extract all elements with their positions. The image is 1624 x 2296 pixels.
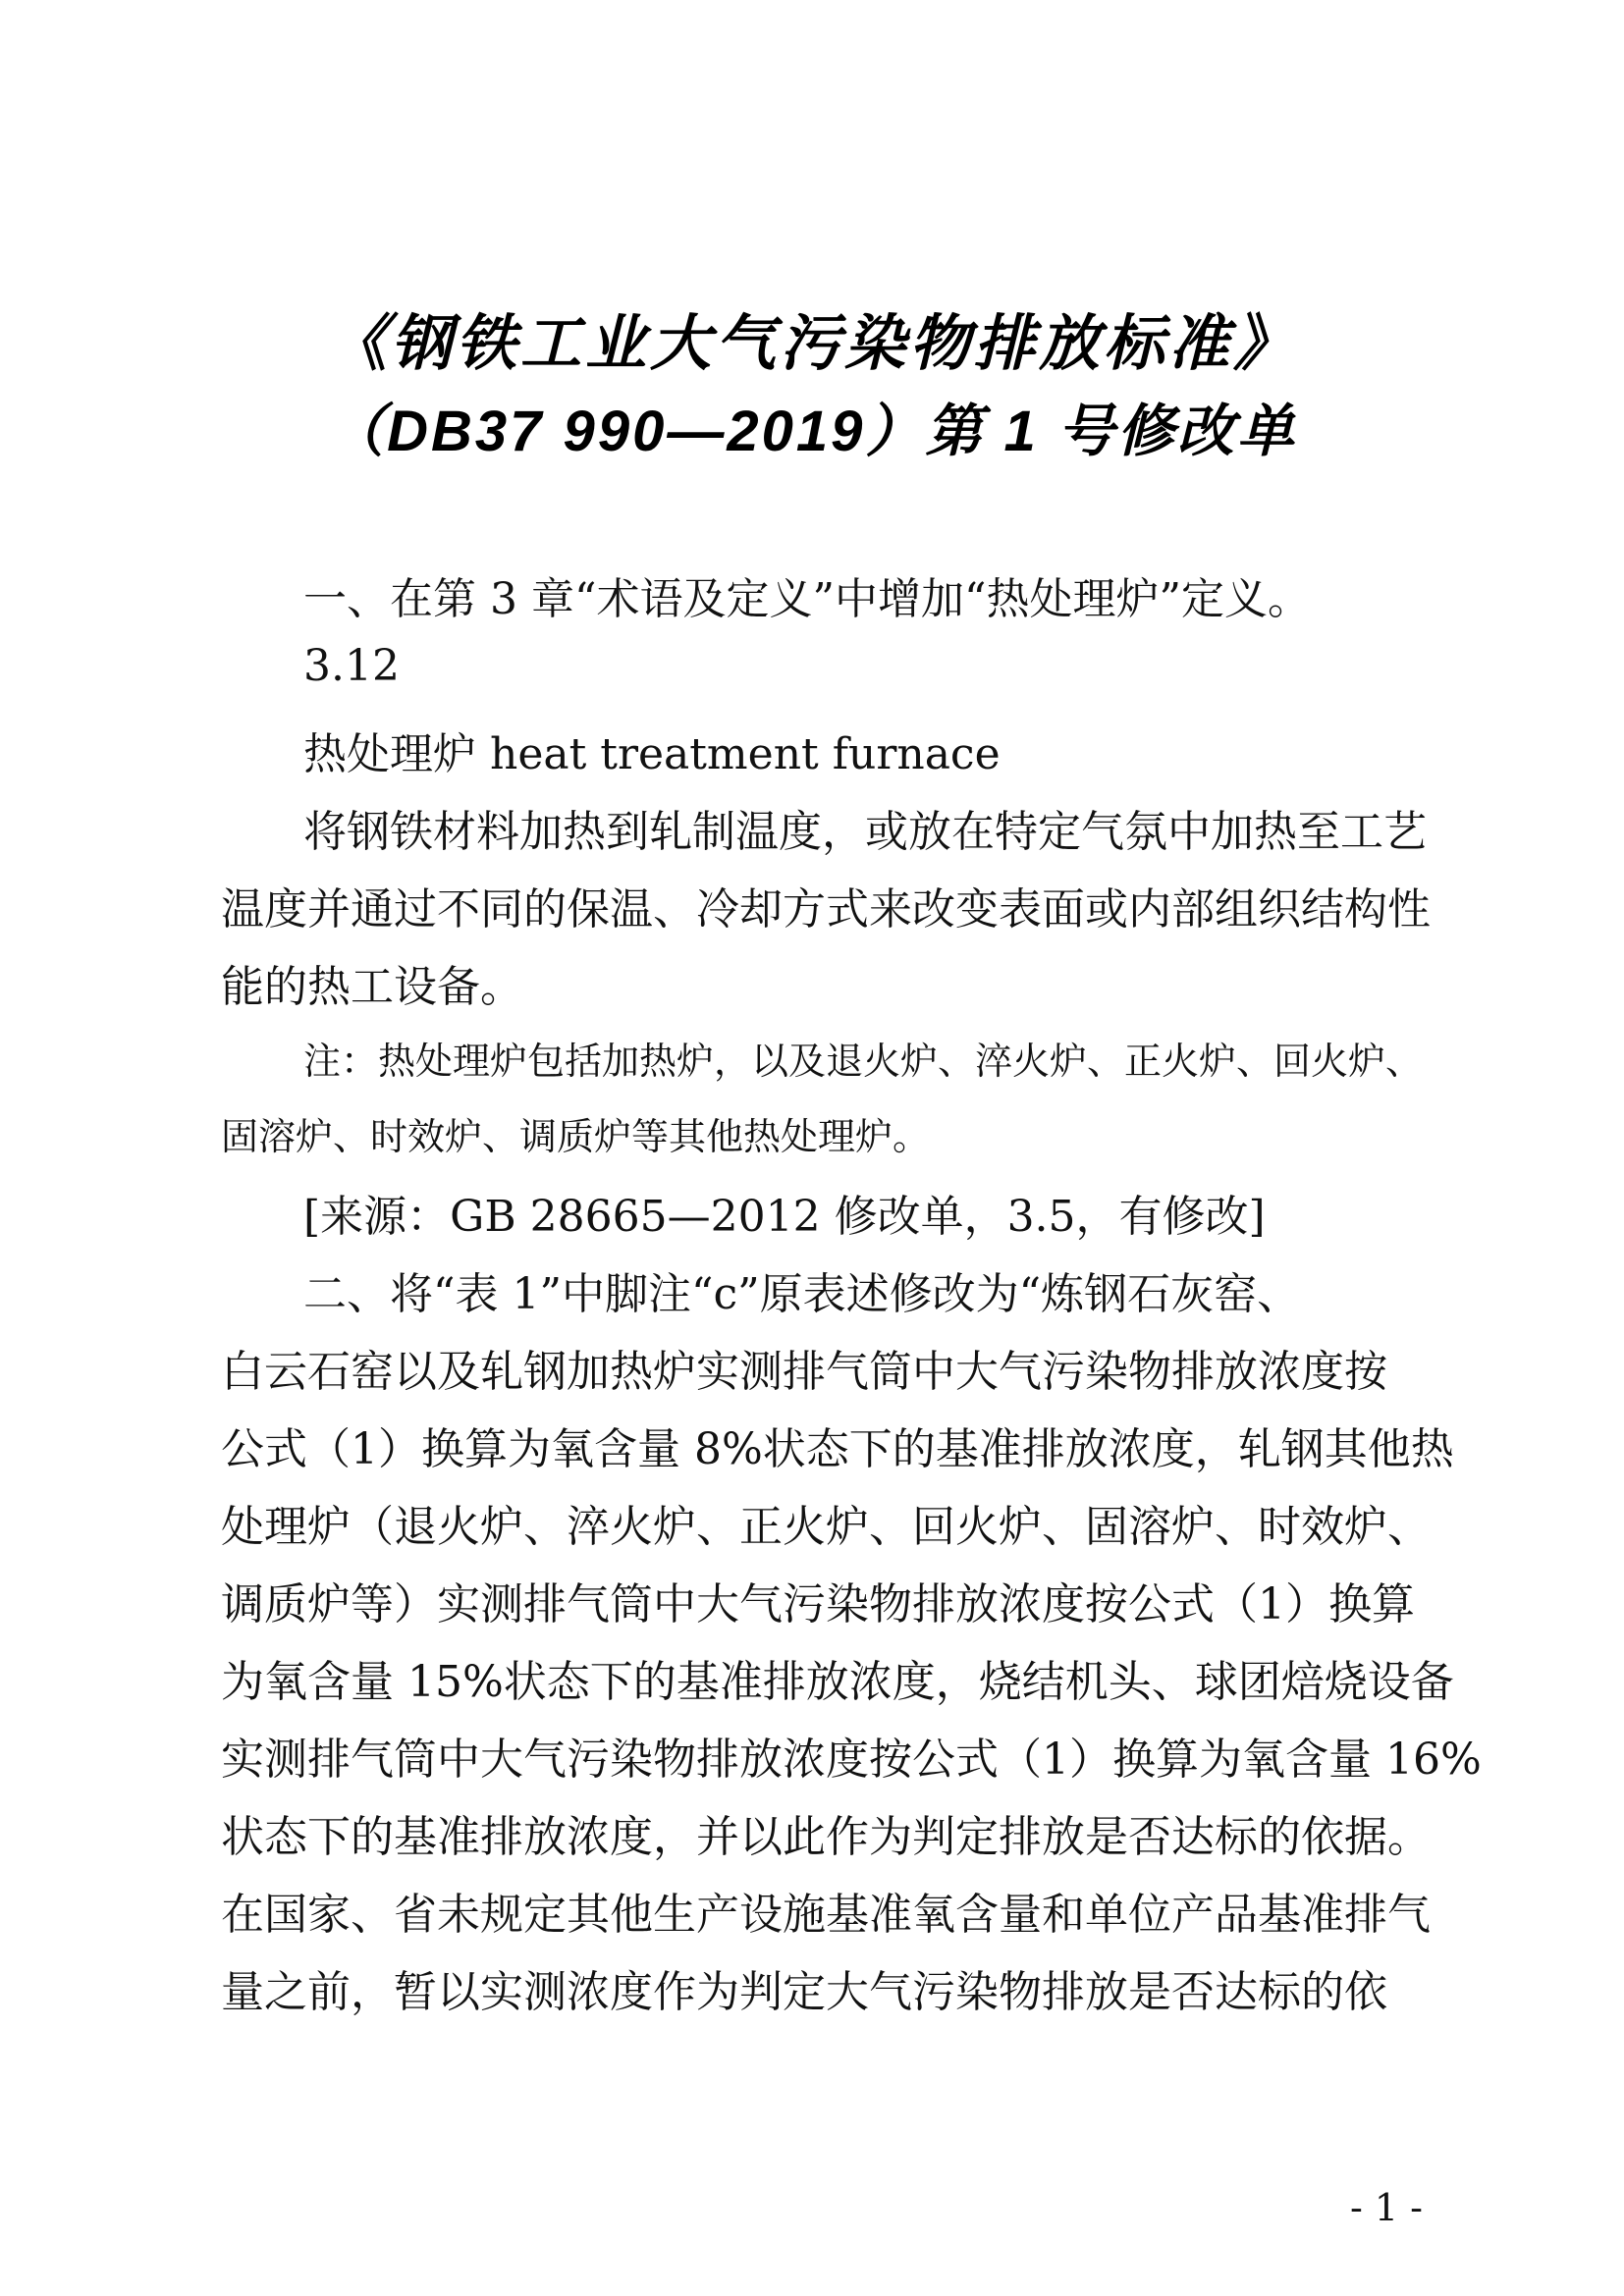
section2-line: 公式（1）换算为氧含量 8%状态下的基准排放浓度，轧钢其他热 [221, 1424, 1454, 1474]
section2-line: 白云石窑以及轧钢加热炉实测排气筒中大气污染物排放浓度按 [221, 1347, 1387, 1397]
section2-line: 在国家、省未规定其他生产设施基准氧含量和单位产品基准排气 [221, 1890, 1431, 1940]
note-line: 注：热处理炉包括加热炉，以及退火炉、淬火炉、正火炉、回火炉、 [303, 1040, 1424, 1083]
section2-line: 调质炉等）实测排气筒中大气污染物排放浓度按公式（1）换算 [221, 1579, 1415, 1629]
document-subtitle: （DB37 990—2019）第 1 号修改单 [327, 400, 1297, 463]
definition-line: 将钢铁材料加热到轧制温度，或放在特定气氛中加热至工艺 [303, 807, 1427, 857]
section2-line: 状态下的基准排放浓度，并以此作为判定排放是否达标的依据。 [221, 1812, 1431, 1862]
definition-line: 温度并通过不同的保温、冷却方式来改变表面或内部组织结构性 [221, 884, 1431, 934]
section2-line: 处理炉（退火炉、淬火炉、正火炉、回火炉、固溶炉、时效炉、 [221, 1502, 1431, 1552]
note-line: 固溶炉、时效炉、调质炉等其他热处理炉。 [221, 1115, 931, 1158]
source-citation: [来源：GB 28665—2012 修改单，3.5，有修改] [303, 1192, 1266, 1242]
document-title: 《钢铁工业大气污染物排放标准》 [325, 307, 1298, 379]
section2-line: 量之前，暂以实测浓度作为判定大气污染物排放是否达标的依 [221, 1967, 1387, 2017]
clause-number: 3.12 [303, 641, 400, 691]
section2-line: 实测排气筒中大气污染物排放浓度按公式（1）换算为氧含量 16% [221, 1735, 1482, 1785]
definition-line: 能的热工设备。 [221, 962, 523, 1012]
section2-line: 为氧含量 15%状态下的基准排放浓度，烧结机头、球团焙烧设备 [221, 1657, 1454, 1707]
term-heading: 热处理炉 heat treatment furnace [303, 729, 1001, 779]
section1-heading: 一、在第 3 章“术语及定义”中增加“热处理炉”定义。 [303, 574, 1311, 624]
page-number: - 1 - [1349, 2186, 1423, 2229]
section2-line: 二、将“表 1”中脚注“c”原表述修改为“炼钢石灰窑、 [303, 1269, 1301, 1319]
